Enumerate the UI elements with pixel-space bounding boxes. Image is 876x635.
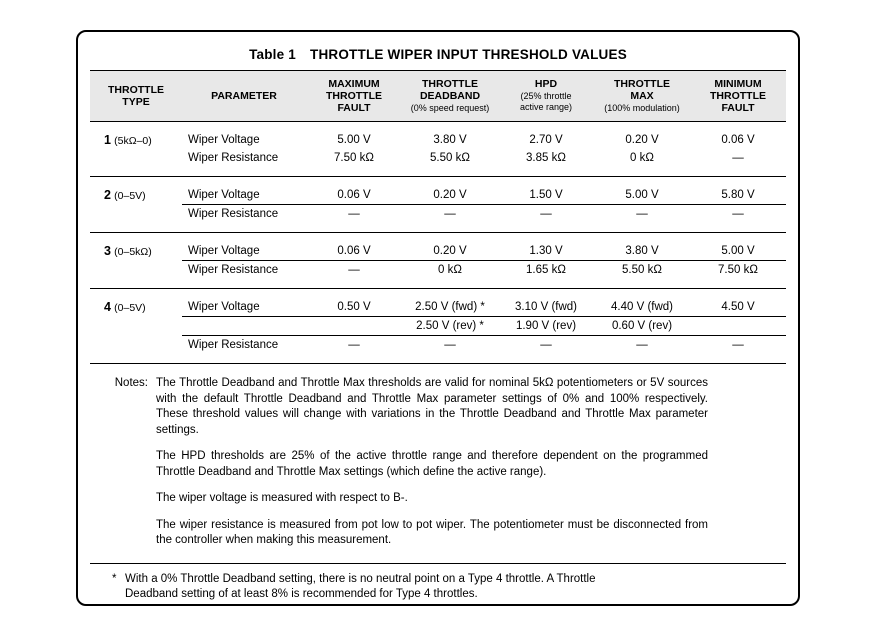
- cell-throttle-type: [90, 177, 182, 233]
- header-line1: THROTTLE: [614, 78, 670, 90]
- cell-throttle-deadband: 2.50 V (fwd) *: [402, 289, 498, 317]
- cell-min-throttle-fault: —: [690, 336, 786, 364]
- footnote: [90, 564, 786, 603]
- header-line2: DEADBAND: [419, 90, 481, 102]
- threshold-table: [90, 70, 786, 363]
- footnote-text-wrap: [125, 572, 786, 603]
- header-cell-throttle-deadband: [402, 71, 498, 122]
- table-container: [76, 30, 800, 606]
- cell-throttle-deadband: 3.80 V: [433, 134, 467, 146]
- type-number: 4: [104, 300, 111, 314]
- table-row: [90, 317, 786, 336]
- footnote-marker: *: [112, 572, 117, 585]
- cell-throttle-deadband: 0.20 V: [402, 233, 498, 261]
- table-group-type-3: [90, 233, 786, 289]
- cell-hpd: 1.65 kΩ: [498, 261, 594, 289]
- note-paragraph: The Throttle Deadband and Throttle Max thresholds are valid for nominal 5kΩ potentiometers or 5V sources with the default Throttle Deadband and Throttle Max parameter settings of 0% and 100% respectively. These threshold values will change with variations in the Throttle Deadband and Throttle Max parameter settings.: [156, 377, 708, 436]
- header-line2: TYPE: [122, 96, 150, 108]
- cell-throttle-max: 4.40 V (fwd): [594, 289, 690, 317]
- cell-max-throttle-fault: —: [306, 261, 402, 289]
- cell-hpd: 2.70 V: [529, 134, 563, 146]
- cell-throttle-deadband: 2.50 V (rev) *: [402, 317, 498, 336]
- type-range: (0–5V): [114, 190, 146, 202]
- cell-parameter: Wiper Resistance: [182, 205, 306, 233]
- cell-parameter: Wiper Voltage: [182, 233, 306, 261]
- table-inner: [90, 40, 786, 600]
- cell-max-throttle-fault: 0.06 V: [306, 233, 402, 261]
- type-range: (0–5kΩ): [114, 246, 152, 258]
- footnote-text: With a 0% Throttle Deadband setting, there is no neutral point on a Type 4 throttle. A Throttle Deadband setting of at least 8% is recommended for Type 4 throttles.: [125, 572, 596, 600]
- header-sub: (0% speed request): [410, 103, 490, 113]
- cell-hpd: 3.85 kΩ: [526, 152, 566, 164]
- header-sub: (25% throttle active range): [519, 91, 573, 112]
- table-group-type-4: [90, 289, 786, 364]
- header-cell-throttle-max: [594, 71, 690, 122]
- cell-throttle-deadband: 0.20 V: [402, 177, 498, 205]
- cell-max-throttle-fault: 0.50 V: [306, 289, 402, 317]
- table-header-row: [90, 71, 786, 122]
- cell-parameter: Wiper Voltage: [188, 134, 260, 146]
- header-line1: THROTTLE: [422, 78, 478, 90]
- cell-max-throttle-fault: —: [306, 205, 402, 233]
- cell-min-throttle-fault: —: [732, 152, 744, 164]
- cell-throttle-deadband: 0 kΩ: [402, 261, 498, 289]
- header-line3: FAULT: [721, 102, 755, 114]
- note-paragraph: The HPD thresholds are 25% of the active throttle range and therefore dependent on the programmed Throttle Deadband and Throttle Max settings (which define the active range).: [156, 450, 708, 478]
- cell-throttle-deadband: 5.50 kΩ: [430, 152, 470, 164]
- cell-throttle-max: 0.60 V (rev): [594, 317, 690, 336]
- cell-throttle-max: —: [594, 205, 690, 233]
- cell-throttle-deadband: —: [402, 205, 498, 233]
- note-paragraph: The wiper voltage is measured with respect to B-.: [156, 492, 408, 504]
- cell-min-throttle-fault: 5.00 V: [690, 233, 786, 261]
- cell-throttle-max: 5.00 V: [594, 177, 690, 205]
- type-number: 2: [104, 188, 111, 202]
- note-paragraph: The wiper resistance is measured from pot low to pot wiper. The potentiometer must be disconnected from the controller when making this measurement.: [156, 518, 708, 546]
- type-range: (5kΩ–0): [114, 135, 152, 147]
- cell-min-throttle-fault: 7.50 kΩ: [690, 261, 786, 289]
- header-cell-maximum-throttle-fault: [306, 71, 402, 122]
- cell-throttle-type: [90, 289, 182, 364]
- header-cell-parameter: [182, 71, 306, 122]
- notes-label: Notes:: [114, 377, 148, 389]
- cell-min-throttle-fault: 4.50 V: [690, 289, 786, 317]
- cell-min-throttle-fault: —: [690, 205, 786, 233]
- cell-throttle-max: 0.20 V: [625, 134, 659, 146]
- table-group-type-2: [90, 177, 786, 233]
- header-cell-throttle-type: [90, 71, 182, 122]
- table-row: [90, 233, 786, 261]
- table-label: Table 1: [249, 47, 296, 62]
- cell-parameter: Wiper Resistance: [182, 336, 306, 364]
- header-line1: THROTTLE: [108, 84, 164, 96]
- cell-throttle-deadband: —: [402, 336, 498, 364]
- table-row: [90, 122, 786, 150]
- cell-hpd: 3.10 V (fwd): [498, 289, 594, 317]
- cell-hpd: —: [498, 205, 594, 233]
- table-title-text: THROTTLE WIPER INPUT THRESHOLD VALUES: [310, 47, 627, 62]
- type-number: 3: [104, 244, 111, 258]
- cell-hpd: 1.90 V (rev): [498, 317, 594, 336]
- cell-min-throttle-fault: [690, 317, 786, 336]
- cell-max-throttle-fault: —: [306, 336, 402, 364]
- cell-parameter: Wiper Voltage: [182, 177, 306, 205]
- table-row: [90, 261, 786, 289]
- table-row: [90, 336, 786, 364]
- cell-max-throttle-fault: 0.06 V: [306, 177, 402, 205]
- cell-min-throttle-fault: 0.06 V: [721, 134, 755, 146]
- cell-parameter: Wiper Voltage: [182, 289, 306, 317]
- header-line2: MAX: [630, 90, 654, 102]
- cell-throttle-type: [90, 233, 182, 289]
- cell-parameter: Wiper Resistance: [182, 261, 306, 289]
- header-line2: THROTTLE: [326, 90, 382, 102]
- header-line1: MINIMUM: [714, 78, 762, 90]
- table-row: [90, 149, 786, 177]
- table-row: [90, 177, 786, 205]
- cell-throttle-max: 3.80 V: [594, 233, 690, 261]
- header-line2: THROTTLE: [710, 90, 766, 102]
- cell-throttle-max: 5.50 kΩ: [594, 261, 690, 289]
- header-cell-hpd: [498, 71, 594, 122]
- cell-hpd: —: [498, 336, 594, 364]
- cell-hpd: 1.30 V: [498, 233, 594, 261]
- cell-min-throttle-fault: 5.80 V: [690, 177, 786, 205]
- cell-throttle-type: [90, 122, 182, 177]
- header-line1: MAXIMUM: [328, 78, 380, 90]
- type-number: 1: [104, 133, 111, 147]
- notes-body: [156, 376, 786, 549]
- cell-parameter: Wiper Resistance: [188, 152, 279, 164]
- table-row: [90, 205, 786, 233]
- cell-throttle-max: 0 kΩ: [630, 152, 654, 164]
- header-cell-minimum-throttle-fault: [690, 71, 786, 122]
- table-group-type-1: [90, 122, 786, 177]
- header-line1: HPD: [534, 78, 558, 90]
- cell-max-throttle-fault: [306, 317, 402, 336]
- table-row: [90, 289, 786, 317]
- cell-max-throttle-fault: 7.50 kΩ: [334, 152, 374, 164]
- table-title: [90, 40, 786, 70]
- cell-max-throttle-fault: 5.00 V: [337, 134, 371, 146]
- cell-hpd: 1.50 V: [498, 177, 594, 205]
- notes-section: [90, 363, 786, 549]
- cell-parameter: [182, 317, 306, 336]
- type-range: (0–5V): [114, 302, 146, 314]
- cell-throttle-max: —: [594, 336, 690, 364]
- header-line3: FAULT: [337, 102, 371, 114]
- header-line1: PARAMETER: [211, 90, 277, 102]
- header-sub: (100% modulation): [604, 103, 680, 113]
